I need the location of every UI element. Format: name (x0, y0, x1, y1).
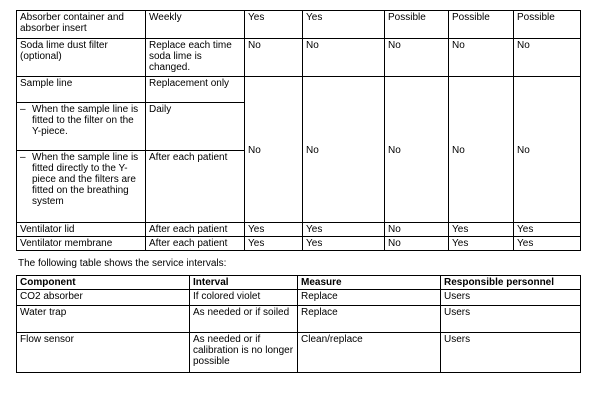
component-cell (17, 103, 146, 151)
value-cell: Possible (449, 11, 514, 39)
interval-cell: As needed or if calibration is no longer possible (190, 333, 298, 373)
personnel-cell: Users (441, 333, 581, 373)
value-cell: No (385, 77, 449, 223)
value-cell: No (385, 39, 449, 77)
value-cell: No (385, 223, 449, 237)
page-cut-line (16, 372, 580, 373)
table-row (17, 223, 581, 237)
value-cell: Yes (303, 223, 385, 237)
value-cell: No (514, 39, 581, 77)
header-measure: Measure (298, 276, 441, 290)
interval-cell: If colored violet (190, 290, 298, 306)
component-cell: CO2 absorber (17, 290, 190, 306)
value-cell: No (449, 39, 514, 77)
component-cell: Ventilator membrane (17, 237, 146, 251)
component-cell: Sample line (17, 77, 146, 103)
table-row (17, 306, 581, 333)
table-row (17, 77, 581, 103)
interval-cell: Weekly (146, 11, 245, 39)
table-header-row (17, 276, 581, 290)
component-cell: Water trap (17, 306, 190, 333)
interval-cell: After each patient (146, 223, 245, 237)
interval-cell: Replace each time soda lime is changed. (146, 39, 245, 77)
cleaning-table (16, 10, 581, 251)
interval-cell: After each patient (146, 151, 245, 223)
value-cell: Yes (514, 237, 581, 251)
table-row (17, 237, 581, 251)
table-row (17, 333, 581, 373)
measure-cell: Replace (298, 306, 441, 333)
value-cell: Yes (514, 223, 581, 237)
personnel-cell: Users (441, 290, 581, 306)
value-cell: No (245, 39, 303, 77)
header-personnel: Responsible personnel (441, 276, 581, 290)
header-component: Component (17, 276, 190, 290)
value-cell: Yes (245, 11, 303, 39)
value-cell: Yes (449, 223, 514, 237)
header-interval: Interval (190, 276, 298, 290)
value-cell: Possible (385, 11, 449, 39)
interval-cell: After each patient (146, 237, 245, 251)
value-cell: No (245, 77, 303, 223)
intro-text: The following table shows the service intervals: (18, 258, 227, 269)
measure-cell: Replace (298, 290, 441, 306)
value-cell: No (514, 77, 581, 223)
value-cell: Yes (449, 237, 514, 251)
component-text: When the sample line is fitted to the filter on the Y-piece. (32, 104, 139, 137)
dash-marker: – (20, 152, 26, 163)
component-cell (17, 151, 146, 223)
interval-cell: Daily (146, 103, 245, 151)
service-intervals-table (16, 275, 581, 373)
value-cell: Yes (303, 11, 385, 39)
personnel-cell: Users (441, 306, 581, 333)
value-cell: No (303, 39, 385, 77)
measure-cell: Clean/replace (298, 333, 441, 373)
dash-marker: – (20, 104, 26, 115)
value-cell: Yes (245, 237, 303, 251)
value-cell: No (385, 237, 449, 251)
value-cell: No (449, 77, 514, 223)
value-cell: No (303, 77, 385, 223)
table-row (17, 39, 581, 77)
component-text: When the sample line is fitted directly to the Y-piece and the filters are fitted on the breathing system (32, 152, 139, 207)
table-row (17, 11, 581, 39)
interval-cell: As needed or if soiled (190, 306, 298, 333)
component-cell: Soda lime dust filter (optional) (17, 39, 146, 77)
value-cell: Possible (514, 11, 581, 39)
value-cell: Yes (245, 223, 303, 237)
value-cell: Yes (303, 237, 385, 251)
table-row (17, 290, 581, 306)
component-cell: Absorber container and absorber insert (17, 11, 146, 39)
component-cell: Ventilator lid (17, 223, 146, 237)
interval-cell: Replacement only (146, 77, 245, 103)
component-cell: Flow sensor (17, 333, 190, 373)
